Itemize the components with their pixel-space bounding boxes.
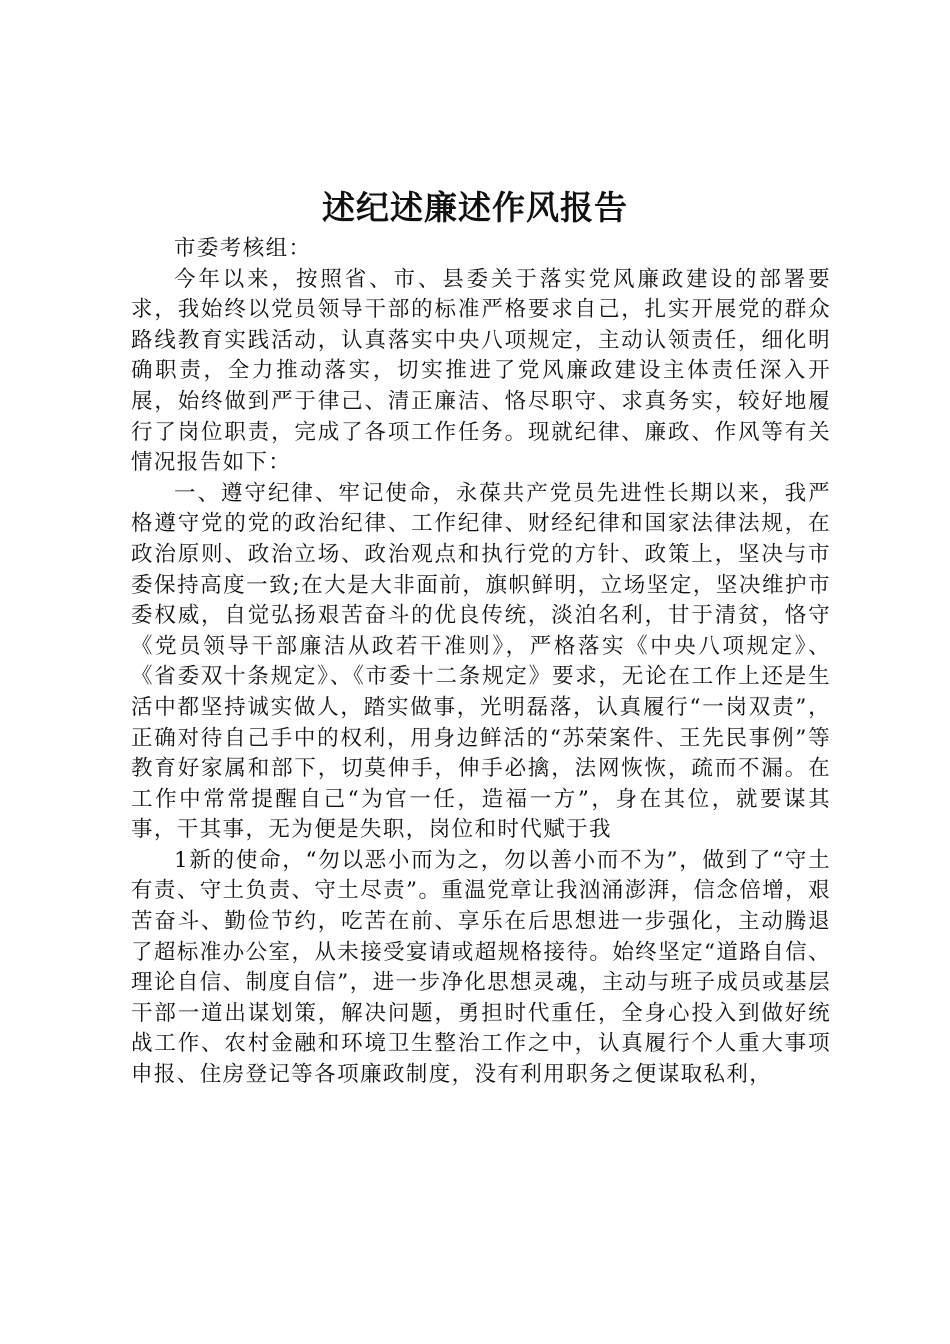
body-paragraph-mission: 1新的使命，“勿以恶小而为之，勿以善小而不为”，做到了“守土有责、守土负责、守土尽责”。重温党章让我汹涌澎湃，信念倍增，艰苦奋斗、勤俭节约，吃苦在前、享乐在后思想进一步强化，主动腾退了超标准办公室，从未接受宴请或超规格接待。始终坚定“道路自信、理论自信、制度自信”，进一步净化思想灵魂，主动与班子成员或基层干部一道出谋划策，解决问题，勇担时代重任，全身心投入到做好统战工作、农村金融和环境卫生整治工作之中，认真履行个人重大事项申报、住房登记等各项廉政制度，没有利用职务之便谋取私利， (131, 847, 831, 1088)
body-paragraph-discipline: 一、遵守纪律、牢记使命，永葆共产党员先进性长期以来，我严格遵守党的党的政治纪律、工作纪律、财经纪律和国家法律法规，在政治原则、政治立场、政治观点和执行党的方针、政策上，坚决与市委保持高度一致;在大是大非面前，旗帜鲜明，立场坚定，坚决维护市委权威，自觉弘扬艰苦奋斗的优良传统，淡泊名利，甘于清贫，恪守《党员领导干部廉洁从政若干准则》，严格落实《中央八项规定》、《省委双十条规定》、《市委十二条规定》要求，无论在工作上还是生活中都坚持诚实做人，踏实做事，光明磊落，认真履行“一岗双责”，正确对待自己手中的权利，用身边鲜活的“苏荣案件、王先民事例”等教育好家属和部下，切莫伸手，伸手必擒，法网恢恢，疏而不漏。在工作中常常提醒自己“为官一任，造福一方”，身在其位，就要谋其事，干其事，无为便是失职，岗位和时代赋于我 (131, 480, 831, 843)
document-title: 述纪述廉述作风报告 (322, 188, 628, 227)
body-paragraph-intro: 今年以来，按照省、市、县委关于落实党风廉政建设的部署要求，我始终以党员领导干部的标准严格要求自己，扎实开展党的群众路线教育实践活动，认真落实中央八项规定，主动认领责任，细化明确职责，全力推动落实，切实推进了党风廉政建设主体责任深入开展，始终做到严于律己、清正廉洁、恪尽职守、求真务实，较好地履行了岗位职责，完成了各项工作任务。现就纪律、廉政、作风等有关情况报告如下： (131, 266, 831, 476)
document-body (131, 234, 831, 1091)
salutation: 市委考核组： (174, 236, 312, 261)
